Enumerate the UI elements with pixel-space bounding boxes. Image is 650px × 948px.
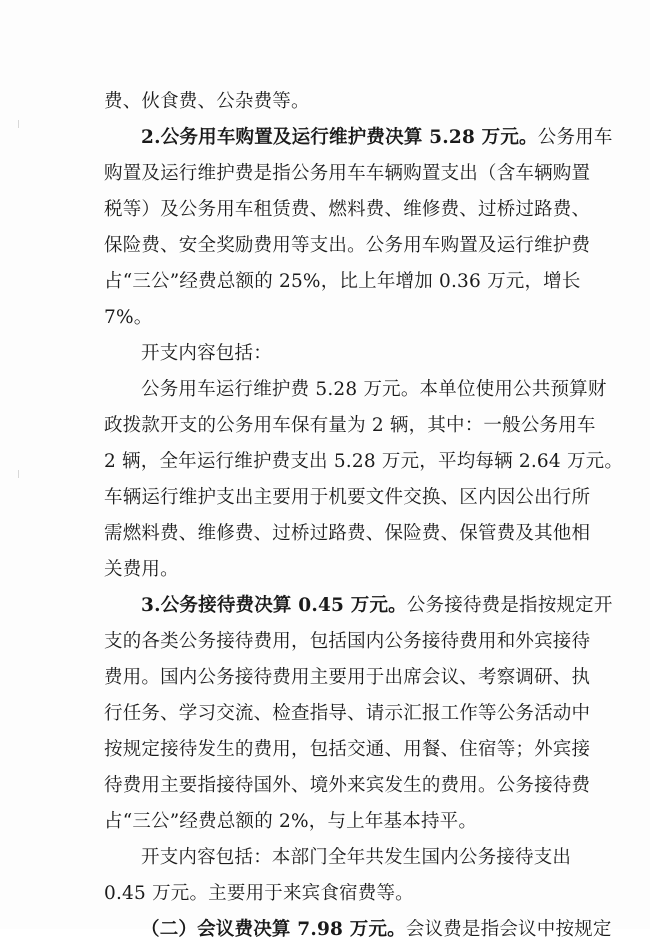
section-heading-line — [104, 912, 612, 948]
section-heading-line — [104, 120, 613, 156]
document-body — [104, 84, 624, 948]
line-text: 会议费是指会议中按规定 — [405, 919, 612, 940]
line-text: 行任务、学习交流、检查指导、请示汇报工作等公务活动中 — [104, 703, 591, 724]
scan-edge-mark — [18, 470, 19, 478]
line-text: 占“三公”经费总额的 25%，比上年增加 0.36 万元，增长 — [104, 271, 581, 292]
line-text: 按规定接待发生的费用，包括交通、用餐、住宿等；外宾接 — [104, 739, 591, 760]
line-text: 购置及运行维护费是指公务用车车辆购置支出（含车辆购置 — [104, 163, 591, 184]
paragraph-line — [104, 192, 591, 228]
line-text: 税等）及公务用车租赁费、燃料费、维修费、过桥过路费、 — [104, 199, 591, 220]
line-text: 公务接待费是指按规定开 — [406, 595, 613, 616]
line-text: 占“三公”经费总额的 2%，与上年基本持平。 — [104, 811, 478, 832]
line-text: 需燃料费、维修费、过桥过路费、保险费、保管费及其他相 — [104, 523, 591, 544]
paragraph-line — [104, 696, 591, 732]
paragraph-line — [104, 444, 624, 480]
paragraph-line — [104, 840, 572, 876]
line-text: 费用。国内公务接待费用主要用于出席会议、考察调研、执 — [104, 667, 591, 688]
paragraph-line — [104, 300, 572, 336]
paragraph-line — [104, 408, 596, 444]
paragraph-line — [104, 876, 572, 912]
paragraph-line — [104, 372, 607, 408]
paragraph-line — [104, 624, 591, 660]
scan-edge-mark — [18, 120, 19, 128]
paragraph-line — [104, 732, 591, 768]
paragraph-line — [104, 480, 591, 516]
paragraph-line — [104, 804, 572, 840]
paragraph-line — [104, 552, 572, 588]
paragraph-line — [104, 660, 591, 696]
line-text: 政拨款开支的公务用车保有量为 2 辆，其中：一般公务用车 — [104, 415, 596, 436]
section-heading-meeting-cost: （二）会议费决算 7.98 万元。 — [141, 919, 406, 940]
section-heading-reception-cost: 3.公务接待费决算 0.45 万元。 — [141, 595, 407, 616]
line-text: 开支内容包括： — [141, 343, 272, 364]
paragraph-line — [104, 264, 581, 300]
line-text: 开支内容包括：本部门全年共发生国内公务接待支出 — [141, 847, 572, 868]
line-text: 0.45 万元。主要用于来宾食宿费等。 — [104, 883, 414, 904]
line-text: 2 辆，全年运行维护费支出 5.28 万元，平均每辆 2.64 万元。 — [104, 451, 624, 472]
paragraph-line — [104, 228, 591, 264]
line-text: 7%。 — [104, 307, 153, 328]
line-text: 公务用车 — [537, 127, 613, 148]
paragraph-line — [104, 84, 572, 120]
section-heading-vehicle-cost: 2.公务用车购置及运行维护费决算 5.28 万元。 — [141, 127, 538, 148]
paragraph-line — [104, 768, 591, 804]
paragraph-line — [104, 336, 572, 372]
line-text: 车辆运行维护支出主要用于机要文件交换、区内因公出行所 — [104, 487, 591, 508]
line-text: 保险费、安全奖励费用等支出。公务用车购置及运行维护费 — [104, 235, 591, 256]
section-heading-line — [104, 588, 613, 624]
line-text: 待费用主要指接待国外、境外来宾发生的费用。公务接待费 — [104, 775, 591, 796]
paragraph-line — [104, 156, 591, 192]
line-text: 费、伙食费、公杂费等。 — [104, 91, 310, 112]
paragraph-line — [104, 516, 591, 552]
line-text: 公务用车运行维护费 5.28 万元。本单位使用公共预算财 — [141, 379, 607, 400]
line-text: 关费用。 — [104, 559, 179, 580]
line-text: 支的各类公务接待费用，包括国内公务接待费用和外宾接待 — [104, 631, 591, 652]
